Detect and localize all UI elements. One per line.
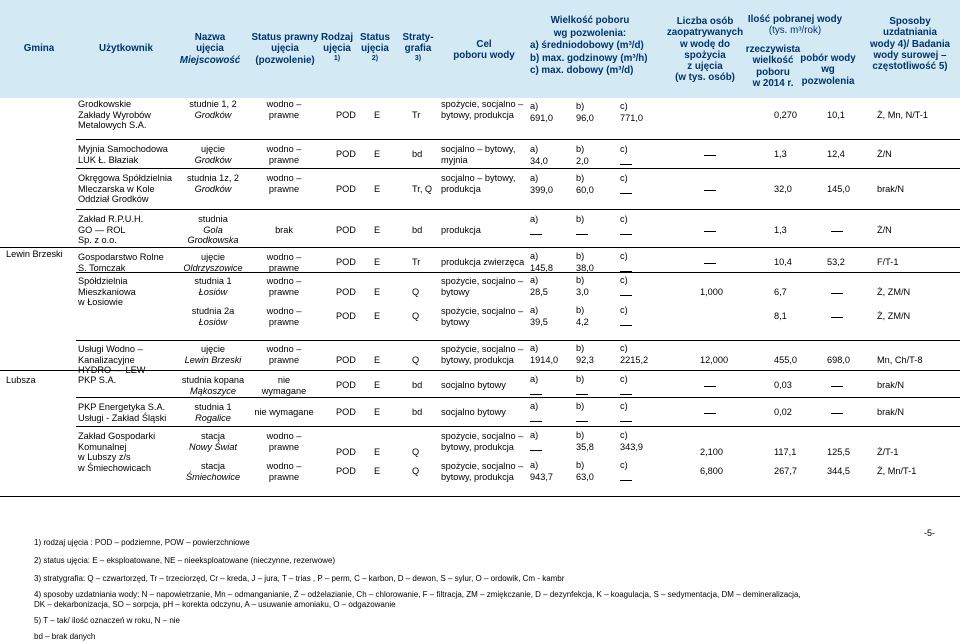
row-legal-status: wodno – (266, 431, 302, 441)
row-permit-label-b: b) (576, 173, 585, 183)
row-legal-status: prawne (268, 262, 300, 273)
row-stratigraphy: Tr (412, 109, 421, 120)
row-stratigraphy: Tr, Q (412, 183, 433, 194)
header-pobor: pobór wody wg pozwolenia (800, 53, 856, 87)
row-treatment: Ż, Mn/T-1 (877, 466, 917, 477)
row-permit-label-b: b) (576, 214, 585, 224)
row-user: GO — ROL (78, 224, 126, 235)
row-permit-label-b: b) (576, 430, 585, 440)
row-permit-intake: 698,0 (827, 354, 850, 365)
row-purpose: bytowy, produkcja (441, 354, 514, 365)
row-stratigraphy: bd (412, 149, 423, 160)
row-intake-type: POD (336, 311, 356, 322)
row-purpose: produkcja (441, 183, 481, 194)
row-intake-status: E (374, 109, 381, 120)
header-status: Status ujęcia 2) (360, 32, 390, 62)
row-separator (76, 209, 960, 210)
row-legal-status: prawne (268, 316, 300, 327)
row-permit-label-b: b) (576, 374, 585, 384)
row-permit-label-a: a) (530, 144, 539, 154)
row-permit-value-b (576, 394, 588, 395)
row-permit-label-a: a) (530, 401, 539, 411)
row-intake-type: POD (336, 354, 356, 365)
row-permit-label-a: a) (530, 251, 539, 261)
row-permit-label-c: c) (620, 343, 628, 353)
row-actual-intake: 6,7 (774, 286, 787, 297)
row-intake-name: Śmiechowice (185, 471, 241, 482)
row-actual-intake: 455,0 (774, 354, 797, 365)
row-separator (76, 139, 960, 140)
row-permit-value-c (620, 295, 632, 296)
row-treatment: brak/N (877, 183, 905, 194)
header-gmina: Gmina (23, 43, 55, 54)
row-permit-value-a (530, 394, 542, 395)
row-permit-intake (831, 386, 843, 387)
row-intake-name: Grodków (194, 154, 232, 165)
row-permit-label-b: b) (576, 275, 585, 285)
row-purpose: spożycie, socjalno – (441, 276, 524, 286)
header-ilosc: Ilość pobranej wody (tys. m³/rok) (747, 14, 843, 37)
row-population: 2,100 (700, 447, 723, 458)
row-actual-intake: 10,4 (774, 257, 792, 268)
row-actual-intake: 0,03 (774, 380, 792, 391)
row-user: w Łosiowie (78, 297, 123, 308)
row-treatment: brak/N (877, 407, 905, 418)
row-user: Sp. z o.o. (78, 235, 117, 246)
gmina-label-lubsza: Lubsza (6, 375, 36, 385)
row-user: Myjnia Samochodowa (78, 144, 168, 154)
row-user: w Lubszy z/s (78, 452, 131, 463)
row-permit-value-c (620, 394, 632, 395)
header-sposoby: Sposoby uzdatniania wody 4)/ Badania wody surowej – częstotliwość 5) (869, 16, 951, 73)
row-treatment: Ż/T-1 (877, 447, 899, 458)
row-actual-intake: 117,1 (774, 447, 797, 458)
footnote: 5) T – tak/ ilość oznaczeń w roku, N – nie (34, 616, 180, 625)
row-legal-status: prawne (268, 183, 300, 194)
row-permit-intake: 53,2 (827, 257, 845, 268)
row-separator (0, 496, 960, 497)
row-intake-name: Grodków (194, 109, 232, 120)
row-intake-name: Łosiów (198, 286, 228, 297)
row-permit-value-b: 4,2 (576, 317, 589, 327)
row-intake-name: Lewin Brzeski (184, 354, 242, 365)
row-legal-status: wymagane (261, 385, 307, 396)
row-purpose: socjalno – bytowy, (441, 144, 516, 154)
row-permit-label-c: c) (620, 460, 628, 470)
footnote: 4) sposoby uzdatniania wody: N – napowietrzanie, Mn – odmanganianie, Ż – odżelazianie, Ch – chlorowanie, F – filtracja, ZM – zmiękczanie, D – dezynfekcja, K – koagulacja, S – sedymentacja, DM – demineralizacja, (34, 590, 801, 599)
row-permit-label-a: a) (530, 101, 539, 111)
row-separator (76, 340, 960, 341)
row-stratigraphy: bd (412, 380, 423, 391)
row-permit-intake (831, 231, 843, 232)
row-permit-label-c: c) (620, 144, 628, 154)
row-permit-value-c (620, 234, 632, 235)
row-intake-type: POD (336, 466, 356, 477)
row-permit-intake: 344,5 (827, 466, 850, 477)
row-actual-intake: 1,3 (774, 224, 787, 235)
row-intake-status: E (374, 380, 381, 391)
row-intake-type: POD (336, 407, 356, 418)
row-permit-label-a: a) (530, 214, 539, 224)
row-treatment: Ż/N (877, 224, 892, 235)
row-permit-value-b: 35,8 (576, 442, 594, 452)
row-purpose: socjalno bytowy (441, 380, 506, 391)
row-permit-value-c (620, 480, 632, 481)
row-permit-label-c: c) (620, 430, 628, 440)
footnote: bd – brak danych (34, 632, 96, 641)
row-permit-value-c (620, 164, 632, 165)
row-legal-status: prawne (268, 441, 300, 452)
row-permit-value-a: 399,0 (530, 185, 553, 195)
row-treatment: Ż, ZM/N (877, 286, 911, 297)
row-user: HYDRO — LEW (78, 365, 146, 376)
row-permit-label-a: a) (530, 460, 539, 470)
row-intake-name: studnia 1 (194, 402, 232, 412)
row-intake-name: ujęcie (200, 344, 225, 354)
row-permit-label-a: a) (530, 430, 539, 440)
row-permit-value-a: 34,0 (530, 156, 548, 166)
row-legal-status: wodno – (266, 461, 302, 471)
row-permit-intake (831, 293, 843, 294)
row-treatment: brak/N (877, 380, 905, 391)
row-permit-value-a (530, 234, 542, 235)
row-intake-status: E (374, 407, 381, 418)
row-permit-value-a (530, 421, 542, 422)
row-intake-name: Rogalice (195, 412, 231, 423)
header-nazwa: Nazwa ujęcia Miejscowość (179, 32, 241, 66)
row-separator (0, 247, 960, 248)
row-permit-value-a: 943,7 (530, 472, 553, 482)
row-permit-label-c: c) (620, 401, 628, 411)
row-user: Mleczarska w Kole (78, 183, 155, 194)
row-legal-status: prawne (268, 109, 300, 120)
row-stratigraphy: Q (412, 286, 420, 297)
row-purpose: bytowy, produkcja (441, 109, 514, 120)
row-intake-status: E (374, 447, 381, 458)
row-intake-status: E (374, 286, 381, 297)
row-permit-label-c: c) (620, 173, 628, 183)
row-permit-value-c (620, 271, 632, 272)
row-permit-label-a: a) (530, 305, 539, 315)
row-population: 1,000 (700, 286, 723, 297)
footnote: 3) stratygrafia: Q – czwartorzęd, Tr – trzeciorzęd, Cr – kreda, J – jura, T – trias , P – perm, C – karbon, D – dewon, S – sylur, O – ordowik, Cm - kambr (34, 574, 565, 583)
row-intake-type: POD (336, 257, 356, 268)
row-permit-value-b: 63,0 (576, 472, 594, 482)
row-user: Zakład Gospodarki (78, 431, 156, 441)
row-user: Kanalizacyjne (78, 354, 135, 365)
row-separator (76, 168, 960, 169)
row-user: w Śmiechowicach (78, 463, 152, 474)
row-permit-label-b: b) (576, 305, 585, 315)
table-header (0, 0, 960, 98)
row-purpose: spożycie, socjalno – (441, 431, 524, 441)
row-user: Komunalnej (78, 441, 127, 452)
row-permit-label-a: a) (530, 173, 539, 183)
row-intake-name: ujęcie (200, 144, 225, 154)
row-user: Usługi - Zakład Śląski (78, 412, 167, 423)
row-intake-status: E (374, 149, 381, 160)
footnote: DK – dekarbonizacja, SO – sorpcja, pH – korekta odczynu, A – usuwanie amoniaku, O – odgazowanie (34, 600, 396, 609)
row-population (704, 155, 716, 156)
row-permit-label-c: c) (620, 214, 628, 224)
row-population: 6,800 (700, 466, 723, 477)
row-intake-name: studnia (198, 214, 228, 224)
row-permit-label-c: c) (620, 305, 628, 315)
row-legal-status: nie wymagane (254, 407, 314, 418)
row-permit-value-c: 343,9 (620, 442, 643, 452)
row-permit-value-b: 38,0 (576, 263, 594, 273)
row-permit-intake: 145,0 (827, 183, 850, 194)
row-intake-name: studnia 2a (191, 306, 235, 316)
row-user: S. Tomczak (78, 262, 126, 273)
row-legal-status: wodno – (266, 252, 302, 262)
row-population (704, 231, 716, 232)
row-permit-intake (831, 317, 843, 318)
row-population: 12,000 (700, 354, 729, 365)
row-intake-type: POD (336, 183, 356, 194)
row-permit-value-b: 60,0 (576, 185, 594, 195)
row-stratigraphy: Q (412, 466, 420, 477)
row-user: Gospodarstwo Rolne (78, 252, 164, 262)
row-purpose: bytowy, produkcja (441, 441, 514, 452)
row-permit-label-a: a) (530, 374, 539, 384)
row-intake-name: Łosiów (198, 316, 228, 327)
row-permit-intake: 125,5 (827, 447, 850, 458)
row-treatment: Ż, Mn, N/T-1 (877, 109, 929, 120)
row-permit-value-c (620, 325, 632, 326)
row-purpose: bytowy, produkcja (441, 471, 514, 482)
row-intake-status: E (374, 354, 381, 365)
row-intake-status: E (374, 224, 381, 235)
row-treatment: Ż, ZM/N (877, 311, 911, 322)
row-legal-status: nie (277, 375, 291, 385)
row-legal-status: wodno – (266, 173, 302, 183)
row-stratigraphy: Q (412, 447, 420, 458)
row-stratigraphy: Tr (412, 257, 421, 268)
row-user: PKP S.A. (78, 375, 117, 385)
row-legal-status: prawne (268, 154, 300, 165)
row-intake-name: studnia 1z, 2 (186, 173, 240, 183)
row-population (704, 413, 716, 414)
row-user: Zakład R.P.U.H. (78, 214, 144, 224)
row-intake-status: E (374, 311, 381, 322)
row-purpose: bytowy (441, 286, 470, 297)
row-purpose: bytowy (441, 316, 470, 327)
row-actual-intake: 0,270 (774, 109, 797, 120)
row-legal-status: wodno – (266, 144, 302, 154)
row-stratigraphy: bd (412, 407, 423, 418)
row-intake-name: Nowy Świat (189, 441, 237, 452)
row-intake-type: POD (336, 224, 356, 235)
row-permit-intake: 10,1 (827, 109, 845, 120)
row-permit-value-a: 39,5 (530, 317, 548, 327)
row-stratigraphy: Q (412, 311, 420, 322)
row-actual-intake: 1,3 (774, 149, 787, 160)
gmina-label-lewin: Lewin Brzeski (6, 249, 63, 259)
row-legal-status: prawne (268, 471, 300, 482)
header-liczba: Liczba osób zaopatrywanych w wodę do spożycia z ujęcia (w tys. osób) (666, 16, 744, 84)
row-permit-label-a: a) (530, 275, 539, 285)
row-permit-label-b: b) (576, 101, 585, 111)
row-stratigraphy: bd (412, 224, 423, 235)
row-user: Grodkowskie (78, 99, 132, 109)
row-intake-name: studnia 1 (194, 276, 232, 286)
header-rodzaj: Rodzaj ujęcia 1) (320, 32, 354, 62)
row-intake-name: Gola (203, 224, 223, 235)
row-permit-value-c (620, 421, 632, 422)
row-population (704, 386, 716, 387)
row-permit-value-c: 2215,2 (620, 355, 649, 365)
header-status-prawny: Status prawny ujęcia (pozwolenie) (251, 32, 319, 66)
row-intake-status: E (374, 257, 381, 268)
row-legal-status: prawne (268, 354, 300, 365)
row-purpose: spożycie, socjalno – (441, 461, 524, 471)
page-number: -5- (924, 528, 935, 538)
row-permit-value-c (620, 193, 632, 194)
header-wielkosc: Wielkość poboru wg pozwolenia: a) średniodobowy (m³/d) b) max. godzinowy (m³/h) c) max. dobowy (m³/d) (530, 15, 648, 77)
row-separator (76, 397, 960, 398)
row-permit-label-c: c) (620, 275, 628, 285)
row-intake-name: Mąkoszyce (190, 385, 236, 396)
row-user: Spółdzielnia (78, 276, 128, 286)
row-permit-label-c: c) (620, 101, 628, 111)
row-purpose: produkcja zwierzęca (441, 257, 525, 268)
row-permit-label-b: b) (576, 401, 585, 411)
row-intake-name: studnie 1, 2 (189, 99, 237, 109)
row-permit-label-b: b) (576, 343, 585, 353)
row-user: Usługi Wodno – (78, 344, 143, 354)
row-actual-intake: 32,0 (774, 183, 792, 194)
row-intake-name: stacja (200, 461, 225, 471)
header-rzeczywista: rzeczywista wielkość poboru w 2014 r. (745, 44, 801, 89)
row-permit-label-c: c) (620, 251, 628, 261)
row-user: Metalowych S.A. (78, 120, 147, 131)
row-purpose: spożycie, socjalno – (441, 306, 524, 316)
row-treatment: Ż/N (877, 149, 892, 160)
row-treatment: F/T-1 (877, 257, 899, 268)
row-permit-value-c: 771,0 (620, 113, 643, 123)
row-stratigraphy: Q (412, 354, 420, 365)
row-actual-intake: 267,7 (774, 466, 797, 477)
row-intake-type: POD (336, 109, 356, 120)
row-purpose: produkcja (441, 224, 481, 235)
row-actual-intake: 0,02 (774, 407, 792, 418)
row-purpose: spożycie, socjalno – (441, 344, 524, 354)
row-user: PKP Energetyka S.A. (78, 402, 166, 412)
row-treatment: Mn, Ch/T-8 (877, 354, 923, 365)
row-intake-name: Oldrzyszowice (183, 262, 243, 273)
row-intake-name: stacja (200, 431, 225, 441)
row-legal-status: wodno – (266, 276, 302, 286)
row-permit-value-b (576, 234, 588, 235)
row-legal-status: wodno – (266, 306, 302, 316)
row-intake-name: Grodków (194, 183, 232, 194)
row-purpose: socjalno bytowy (441, 407, 506, 418)
row-user: Oddział Grodków (78, 194, 149, 205)
row-purpose: spożycie, socjalno – (441, 99, 524, 109)
row-legal-status: prawne (268, 286, 300, 297)
row-intake-type: POD (336, 149, 356, 160)
row-permit-value-a: 145,8 (530, 263, 553, 273)
footnote: 1) rodzaj ujęcia : POD – podziemne, POW – powierzchniowe (34, 538, 250, 547)
row-legal-status: wodno – (266, 99, 302, 109)
row-permit-value-b (576, 421, 588, 422)
row-user: Mieszkaniowa (78, 286, 136, 297)
row-permit-label-c: c) (620, 374, 628, 384)
row-intake-type: POD (336, 286, 356, 297)
row-permit-value-b: 2,0 (576, 156, 589, 166)
row-permit-intake (831, 413, 843, 414)
row-permit-value-b: 3,0 (576, 287, 589, 297)
row-permit-value-b: 92,3 (576, 355, 594, 365)
header-stratygrafia: Straty- grafia 3) (402, 32, 434, 62)
row-separator (76, 426, 960, 427)
row-intake-type: POD (336, 447, 356, 458)
row-intake-status: E (374, 466, 381, 477)
row-user: Okręgowa Spółdzielnia (78, 173, 172, 183)
row-population (704, 263, 716, 264)
row-permit-label-a: a) (530, 343, 539, 353)
row-permit-value-a (530, 450, 542, 451)
row-permit-label-b: b) (576, 144, 585, 154)
row-intake-name: Grodkowska (187, 235, 239, 246)
footnote: 2) status ujęcia: E – eksploatowane, NE – nieeksploatowane (nieczynne, rezerwowe) (34, 556, 336, 565)
row-user: Zakłady Wyrobów (78, 109, 151, 120)
row-actual-intake: 8,1 (774, 311, 787, 322)
row-intake-name: ujęcie (200, 252, 225, 262)
row-permit-label-b: b) (576, 251, 585, 261)
row-intake-name: studnia kopana (181, 375, 245, 385)
row-legal-status: brak (275, 224, 293, 235)
row-population (704, 190, 716, 191)
row-permit-value-a: 28,5 (530, 287, 548, 297)
header-uzytkownik: Użytkownik (99, 43, 153, 54)
row-permit-value-a: 1914,0 (530, 355, 559, 365)
row-legal-status: wodno – (266, 344, 302, 354)
row-purpose: socjalno – bytowy, (441, 173, 516, 183)
row-purpose: myjnia (441, 154, 468, 165)
row-permit-value-a: 691,0 (530, 113, 553, 123)
row-user: LUK Ł. Błaziak (78, 154, 139, 165)
header-cel: Cel poboru wody (453, 39, 515, 62)
row-permit-intake: 12,4 (827, 149, 845, 160)
row-intake-status: E (374, 183, 381, 194)
row-permit-label-b: b) (576, 460, 585, 470)
row-permit-value-b: 96,0 (576, 113, 594, 123)
row-intake-type: POD (336, 380, 356, 391)
